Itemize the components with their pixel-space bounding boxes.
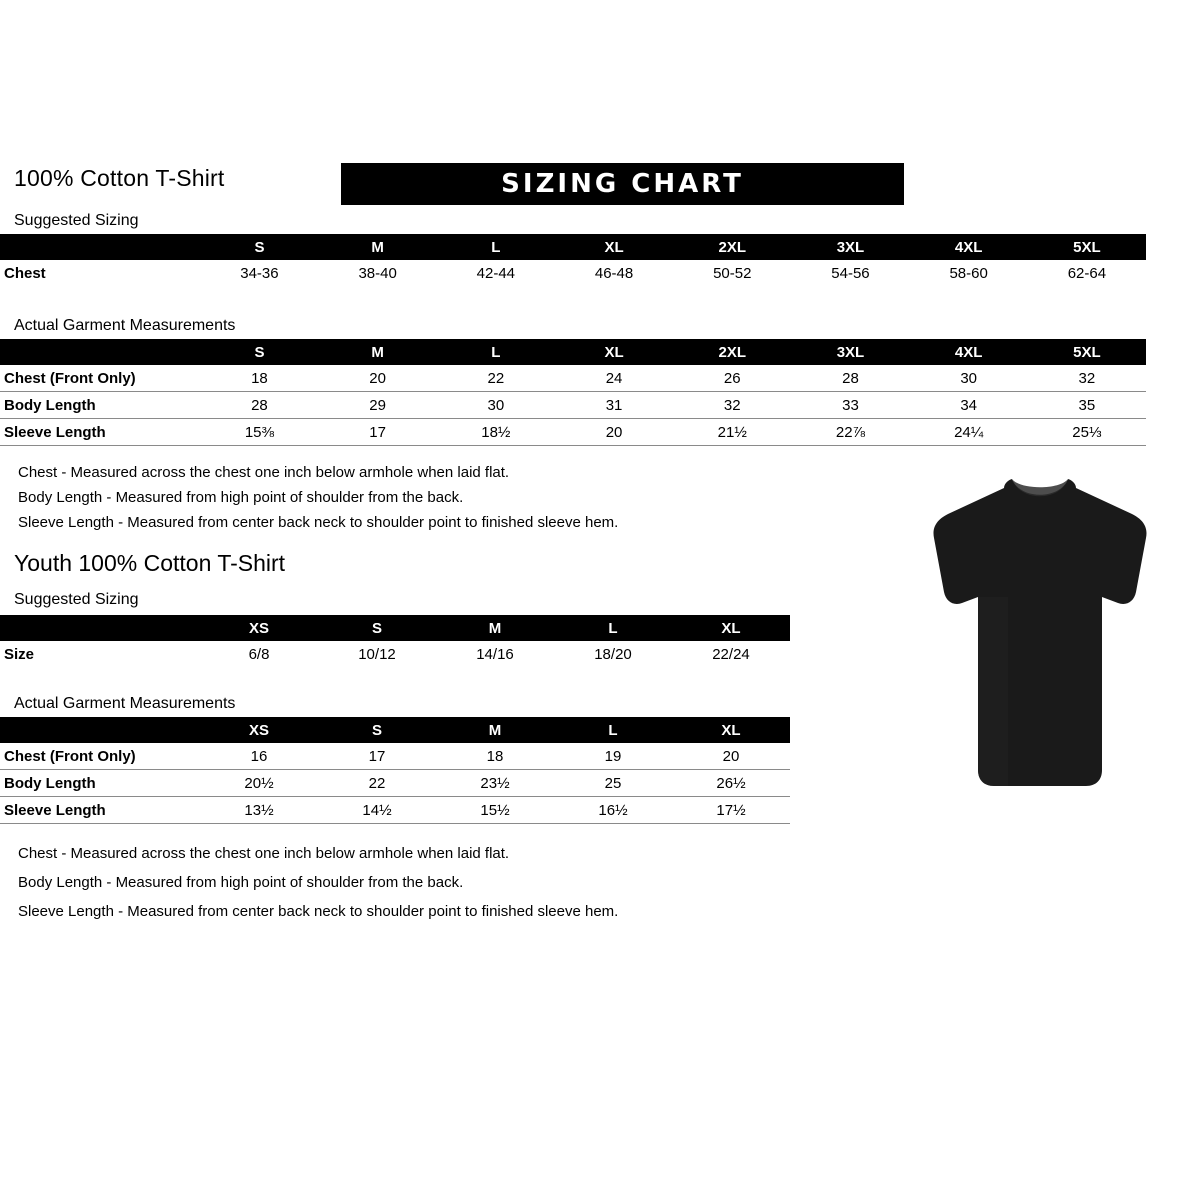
col-header-size: XS <box>248 721 269 739</box>
table-header-row <box>0 615 790 641</box>
row-label: Chest (Front Only) <box>0 365 200 392</box>
cell: 35 <box>1028 392 1146 419</box>
col-header-size: M <box>371 343 384 361</box>
table-row <box>0 743 790 770</box>
table-row <box>0 770 790 797</box>
col-header-size: XL <box>721 721 741 739</box>
cell: 18 <box>200 365 318 392</box>
tshirt-icon <box>900 470 1180 810</box>
table-row <box>0 392 1146 419</box>
cell: 15½ <box>436 797 554 824</box>
sizing-chart-banner-label: SIZING CHART <box>501 169 744 199</box>
col-header-size: 2XL <box>718 238 747 256</box>
row-label: Body Length <box>0 392 200 419</box>
col-header-size: L <box>608 721 618 739</box>
col-header-size: S <box>254 343 265 361</box>
table-header-row <box>0 339 1146 365</box>
cell: 18½ <box>437 419 555 446</box>
cell: 14½ <box>318 797 436 824</box>
adult-note-chest: Chest - Measured across the chest one inch below armhole when laid flat. <box>18 464 510 481</box>
youth-actual-measurements-table <box>0 717 790 824</box>
row-label: Sleeve Length <box>0 797 200 824</box>
cell: 34 <box>910 392 1028 419</box>
cell: 6/8 <box>248 645 270 663</box>
cell: 58-60 <box>949 264 988 282</box>
cell: 15⅜ <box>200 419 318 446</box>
cell: 62-64 <box>1067 264 1107 282</box>
table-header-row <box>0 717 790 743</box>
adult-suggested-sizing-table <box>0 234 1146 286</box>
cell: 19 <box>554 743 672 770</box>
cell: 54-56 <box>831 264 870 282</box>
table-row <box>0 641 790 667</box>
cell: 17 <box>318 743 436 770</box>
cell: 17½ <box>672 797 790 824</box>
youth-suggested-sizing-table <box>0 615 790 667</box>
sizing-chart-banner <box>341 163 904 205</box>
cell: 20 <box>319 365 437 392</box>
cell: 22 <box>437 365 555 392</box>
col-header-size: 5XL <box>1073 343 1101 361</box>
cell: 16½ <box>554 797 672 824</box>
row-label: Chest <box>4 264 46 282</box>
cell: 42-44 <box>476 264 516 282</box>
col-header-size: M <box>488 721 502 739</box>
col-header-size: M <box>488 619 502 637</box>
row-label: Chest (Front Only) <box>0 743 200 770</box>
cell: 24¼ <box>910 419 1028 446</box>
col-header-size: 3XL <box>836 343 865 361</box>
cell: 32 <box>673 392 791 419</box>
col-header-size: XL <box>604 238 624 256</box>
table-row <box>0 365 1146 392</box>
table-row <box>0 797 790 824</box>
tshirt-product-image <box>900 470 1180 810</box>
col-header-size: S <box>371 721 382 739</box>
cell: 20 <box>555 419 673 446</box>
adult-actual-measurements-table <box>0 339 1146 446</box>
youth-note-chest: Chest - Measured across the chest one inch below armhole when laid flat. <box>18 845 510 862</box>
cell: 23½ <box>436 770 554 797</box>
col-header-size: S <box>254 238 265 256</box>
col-header-blank <box>0 234 200 260</box>
cell: 25⅓ <box>1028 419 1146 446</box>
col-header-size: 2XL <box>718 343 747 361</box>
header <box>14 163 904 203</box>
row-label: Sleeve Length <box>0 419 200 446</box>
col-header-size: XL <box>721 619 741 637</box>
cell: 20 <box>672 743 790 770</box>
cell: 21½ <box>673 419 791 446</box>
col-header-blank <box>0 339 200 365</box>
cell: 18 <box>436 743 554 770</box>
cell: 34-36 <box>240 264 279 282</box>
col-header-size: 5XL <box>1073 238 1101 256</box>
youth-actual-measurements-label: Actual Garment Measurements <box>14 695 236 712</box>
cell: 33 <box>791 392 909 419</box>
cell: 18/20 <box>594 645 632 663</box>
cell: 10/12 <box>358 645 396 663</box>
col-header-size: XL <box>604 343 624 361</box>
youth-section-title: Youth 100% Cotton T-Shirt <box>14 550 286 576</box>
table-row <box>0 419 1146 446</box>
col-header-blank <box>0 717 200 743</box>
cell: 26½ <box>672 770 790 797</box>
cell: 31 <box>555 392 673 419</box>
cell: 30 <box>910 365 1028 392</box>
youth-note-sleeve-length: Sleeve Length - Measured from center back neck to shoulder point to finished sleeve hem. <box>18 903 619 920</box>
cell: 17 <box>319 419 437 446</box>
cell: 26 <box>673 365 791 392</box>
cell: 32 <box>1028 365 1146 392</box>
col-header-blank <box>0 615 200 641</box>
col-header-size: L <box>491 343 501 361</box>
col-header-size: 4XL <box>954 238 983 256</box>
adult-suggested-sizing-label: Suggested Sizing <box>14 212 139 229</box>
cell: 28 <box>791 365 909 392</box>
youth-note-body-length: Body Length - Measured from high point of shoulder from the back. <box>18 874 464 891</box>
col-header-size: M <box>371 238 384 256</box>
youth-suggested-sizing-label: Suggested Sizing <box>14 591 139 608</box>
col-header-size: 3XL <box>836 238 865 256</box>
cell: 22⅞ <box>791 419 909 446</box>
adult-note-sleeve-length: Sleeve Length - Measured from center back neck to shoulder point to finished sleeve hem. <box>18 514 619 531</box>
cell: 28 <box>200 392 318 419</box>
col-header-size: 4XL <box>954 343 983 361</box>
col-header-size: L <box>491 238 501 256</box>
col-header-size: XS <box>248 619 269 637</box>
table-row <box>0 260 1146 286</box>
cell: 22/24 <box>712 645 750 663</box>
cell: 30 <box>437 392 555 419</box>
row-label: Size <box>4 645 35 663</box>
page-title: 100% Cotton T-Shirt <box>14 165 225 191</box>
adult-actual-measurements-label: Actual Garment Measurements <box>14 317 236 334</box>
col-header-size: S <box>371 619 382 637</box>
cell: 38-40 <box>358 264 397 282</box>
cell: 46-48 <box>594 264 634 282</box>
adult-note-body-length: Body Length - Measured from high point of shoulder from the back. <box>18 489 464 506</box>
cell: 50-52 <box>713 264 752 282</box>
cell: 16 <box>200 743 318 770</box>
cell: 24 <box>555 365 673 392</box>
cell: 22 <box>318 770 436 797</box>
cell: 25 <box>554 770 672 797</box>
cell: 14/16 <box>476 645 514 663</box>
row-label: Body Length <box>0 770 200 797</box>
cell: 29 <box>319 392 437 419</box>
cell: 13½ <box>200 797 318 824</box>
cell: 20½ <box>200 770 318 797</box>
table-header-row <box>0 234 1146 260</box>
col-header-size: L <box>608 619 618 637</box>
